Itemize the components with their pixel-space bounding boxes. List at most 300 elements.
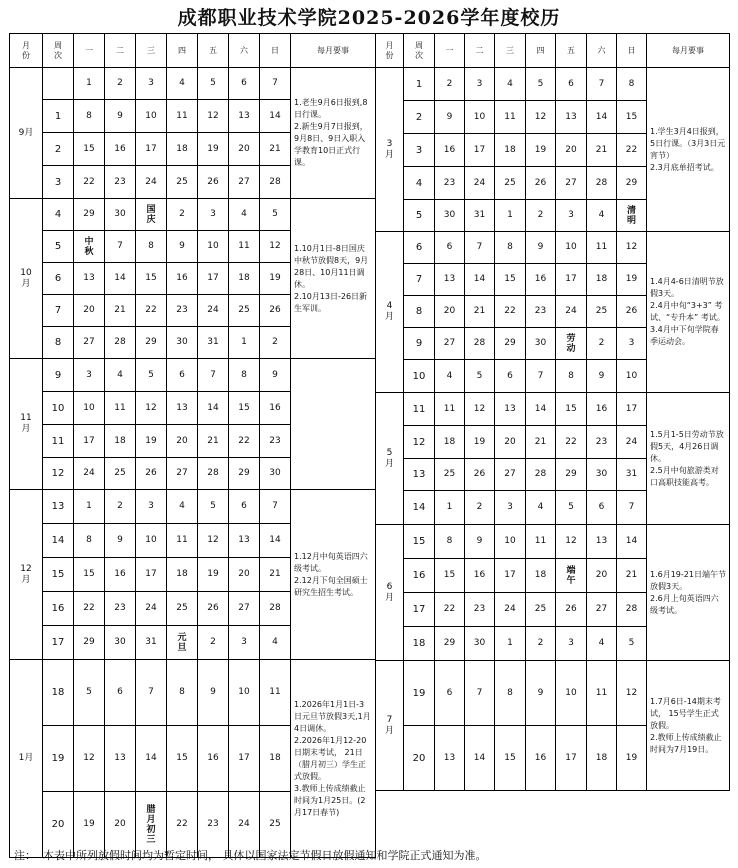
- week-number: 12: [43, 458, 74, 490]
- date-cell: 4: [167, 490, 198, 524]
- month-label: 5 月: [376, 393, 404, 525]
- date-cell: 23: [465, 593, 495, 627]
- weekday-header: 三: [136, 34, 167, 68]
- date-cell: 7: [136, 660, 167, 726]
- date-cell: 17: [198, 263, 229, 295]
- date-cell: 26: [617, 296, 647, 328]
- date-cell: 15: [167, 726, 198, 792]
- date-cell: 11: [435, 393, 465, 426]
- date-cell: 8: [556, 360, 587, 393]
- week-number: 1: [404, 68, 435, 101]
- date-cell: 30: [105, 626, 136, 660]
- month-notes: 1.6月19-21日端午节放假3天。 2.6月上旬英语四六级考试。: [647, 525, 730, 661]
- week-number: 19: [404, 661, 435, 726]
- date-cell: 13: [229, 524, 260, 558]
- date-cell: 28: [105, 327, 136, 359]
- week-number: 14: [404, 491, 435, 525]
- week-number: 16: [404, 559, 435, 593]
- date-cell: 12: [617, 232, 647, 264]
- date-cell: 22: [556, 426, 587, 459]
- date-cell: 27: [167, 458, 198, 490]
- date-cell: 18: [167, 133, 198, 166]
- date-cell: 3: [465, 68, 495, 101]
- date-cell: 21: [587, 134, 617, 167]
- date-cell: 7: [260, 68, 291, 100]
- date-cell: 31: [465, 200, 495, 232]
- date-cell: 6: [587, 491, 617, 525]
- date-cell: 13: [229, 100, 260, 133]
- week-row: [376, 525, 730, 559]
- date-cell: 5: [136, 359, 167, 392]
- date-cell: 3: [74, 359, 105, 392]
- date-cell: 10: [465, 101, 495, 134]
- date-cell: 4: [526, 491, 556, 525]
- date-cell: 29: [617, 167, 647, 200]
- date-cell: 10: [136, 100, 167, 133]
- week-header: 周 次: [404, 34, 435, 68]
- date-cell: 3: [198, 199, 229, 231]
- month-notes: [291, 359, 376, 490]
- date-cell: 25: [167, 592, 198, 626]
- weekday-header: 一: [74, 34, 105, 68]
- date-cell: 6: [229, 68, 260, 100]
- date-cell: 14: [105, 263, 136, 295]
- date-cell: 8: [617, 68, 647, 101]
- date-cell: 24: [617, 426, 647, 459]
- weekday-header: 日: [617, 34, 647, 68]
- week-number: 10: [43, 392, 74, 425]
- week-number: 2: [404, 101, 435, 134]
- week-number: 9: [43, 359, 74, 392]
- date-cell: 5: [198, 68, 229, 100]
- date-cell: 15: [229, 392, 260, 425]
- date-cell: 8: [136, 231, 167, 263]
- date-cell: 30: [167, 327, 198, 359]
- weekday-header: 六: [229, 34, 260, 68]
- date-cell: 7: [198, 359, 229, 392]
- date-cell: 28: [198, 458, 229, 490]
- date-cell: 21: [198, 425, 229, 458]
- date-cell: 6: [556, 68, 587, 101]
- date-cell: 11: [167, 100, 198, 133]
- week-number: 3: [404, 134, 435, 167]
- date-cell: 20: [167, 425, 198, 458]
- date-cell: 13: [74, 263, 105, 295]
- notes-header: 每月要事: [647, 34, 730, 68]
- week-number: 4: [43, 199, 74, 231]
- date-cell: 29: [136, 327, 167, 359]
- date-cell: 6: [435, 661, 465, 726]
- date-cell: 19: [74, 792, 105, 858]
- date-cell: 12: [617, 661, 647, 726]
- date-cell: 15: [74, 133, 105, 166]
- calendar-table-right: [375, 33, 730, 791]
- date-cell: 15: [556, 393, 587, 426]
- date-cell: 22: [74, 592, 105, 626]
- date-cell: 29: [556, 459, 587, 491]
- week-number: 2: [43, 133, 74, 166]
- month-header: 月 份: [10, 34, 43, 68]
- date-cell: 19: [617, 264, 647, 296]
- date-cell: 24: [74, 458, 105, 490]
- date-cell: 4: [105, 359, 136, 392]
- date-cell: 2: [260, 327, 291, 359]
- date-cell: 12: [74, 726, 105, 792]
- week-number: 18: [404, 627, 435, 661]
- date-cell: 26: [136, 458, 167, 490]
- week-number: 15: [404, 525, 435, 559]
- week-number: 16: [43, 592, 74, 626]
- date-cell: 26: [526, 167, 556, 200]
- date-cell: 25: [167, 166, 198, 199]
- date-cell: 25: [495, 167, 526, 200]
- month-notes: 1.老生9月6日报到,8日行课。 2.新生9月7日报到，9月8日、9日入职入学教育10日正式行课。: [291, 68, 376, 199]
- month-label: 12 月: [10, 490, 43, 660]
- date-cell: 12: [465, 393, 495, 426]
- date-cell: 13: [556, 101, 587, 134]
- month-notes: 1.12月中旬英语四六级考试。 2.12月下旬全国硕士研究生招生考试。: [291, 490, 376, 660]
- date-cell: 17: [556, 726, 587, 791]
- date-cell: 24: [495, 593, 526, 627]
- date-cell: 4: [495, 68, 526, 101]
- date-cell: 31: [136, 626, 167, 660]
- week-row: [10, 68, 376, 100]
- date-cell: 25: [105, 458, 136, 490]
- date-cell: 18: [526, 559, 556, 593]
- date-cell: 7: [465, 232, 495, 264]
- date-cell: 30: [465, 627, 495, 661]
- week-number: 11: [43, 425, 74, 458]
- date-cell: 16: [465, 559, 495, 593]
- date-cell: 13: [167, 392, 198, 425]
- date-cell: 16: [260, 392, 291, 425]
- date-cell: 18: [495, 134, 526, 167]
- date-cell: 15: [495, 726, 526, 791]
- date-cell: 29: [229, 458, 260, 490]
- date-cell: 7: [105, 231, 136, 263]
- date-cell: 2: [465, 491, 495, 525]
- week-number: 10: [404, 360, 435, 393]
- date-cell: 8: [495, 661, 526, 726]
- month-header: 月 份: [376, 34, 404, 68]
- week-number: [43, 68, 74, 100]
- holiday-cell: 元 旦: [167, 626, 198, 660]
- date-cell: 4: [435, 360, 465, 393]
- date-cell: 28: [617, 593, 647, 627]
- date-cell: 10: [556, 232, 587, 264]
- date-cell: 27: [229, 592, 260, 626]
- date-cell: 16: [526, 726, 556, 791]
- date-cell: 7: [526, 360, 556, 393]
- date-cell: 20: [74, 295, 105, 327]
- date-cell: 22: [229, 425, 260, 458]
- date-cell: 28: [465, 328, 495, 360]
- date-cell: 24: [136, 592, 167, 626]
- date-cell: 26: [556, 593, 587, 627]
- date-cell: 19: [198, 558, 229, 592]
- date-cell: 10: [229, 660, 260, 726]
- footnote: 注： 本表中所列放假时间均为暂定时间， 具体以国家法定节假日放假通知和学院正式通知为准。: [14, 849, 487, 862]
- date-cell: 28: [260, 166, 291, 199]
- week-row: [376, 393, 730, 426]
- date-cell: 21: [526, 426, 556, 459]
- date-cell: 13: [587, 525, 617, 559]
- date-cell: 8: [167, 660, 198, 726]
- date-cell: 21: [465, 296, 495, 328]
- date-cell: 5: [617, 627, 647, 661]
- date-cell: 12: [198, 524, 229, 558]
- date-cell: 14: [587, 101, 617, 134]
- month-notes: 1.2026年1月1日-3日元旦节放假3天,1月4日调休。 2.2026年1月12-20日期末考试， 21日（腊月初三）学生正式放假。 3.教师上传成绩截止时间为1月25日。(2月17日春节): [291, 660, 376, 858]
- date-cell: 20: [556, 134, 587, 167]
- date-cell: 16: [435, 134, 465, 167]
- date-cell: 11: [587, 661, 617, 726]
- date-cell: 9: [260, 359, 291, 392]
- date-cell: 14: [198, 392, 229, 425]
- date-cell: 1: [229, 327, 260, 359]
- date-cell: 2: [198, 626, 229, 660]
- week-row: [10, 359, 376, 392]
- date-cell: 15: [495, 264, 526, 296]
- date-cell: 4: [229, 199, 260, 231]
- date-cell: 18: [167, 558, 198, 592]
- holiday-cell: 端 午: [556, 559, 587, 593]
- holiday-cell: 清 明: [617, 200, 647, 232]
- date-cell: 19: [136, 425, 167, 458]
- date-cell: 21: [105, 295, 136, 327]
- date-cell: 24: [465, 167, 495, 200]
- date-cell: 16: [167, 263, 198, 295]
- date-cell: 29: [74, 626, 105, 660]
- date-cell: 27: [229, 166, 260, 199]
- date-cell: 4: [167, 68, 198, 100]
- date-cell: 9: [167, 231, 198, 263]
- date-cell: 26: [465, 459, 495, 491]
- date-cell: 25: [229, 295, 260, 327]
- date-cell: 23: [526, 296, 556, 328]
- date-cell: 12: [260, 231, 291, 263]
- holiday-cell: 腊 月 初 三: [136, 792, 167, 858]
- date-cell: 23: [105, 592, 136, 626]
- week-number: 7: [43, 295, 74, 327]
- date-cell: 22: [167, 792, 198, 858]
- date-cell: 20: [495, 426, 526, 459]
- weekday-header: 五: [198, 34, 229, 68]
- week-row: [376, 68, 730, 101]
- date-cell: 8: [229, 359, 260, 392]
- date-cell: 23: [105, 166, 136, 199]
- week-number: 19: [43, 726, 74, 792]
- date-cell: 9: [587, 360, 617, 393]
- date-cell: 24: [136, 166, 167, 199]
- date-cell: 3: [136, 490, 167, 524]
- holiday-cell: 劳 动: [556, 328, 587, 360]
- date-cell: 4: [587, 627, 617, 661]
- date-cell: 22: [136, 295, 167, 327]
- month-notes: 1.4月4-6日清明节放假3天。 2.4月中旬“3+3” 考试、“专升本” 考试。 3.4月中下旬学院春季运动会。: [647, 232, 730, 393]
- week-number: 9: [404, 328, 435, 360]
- date-cell: 20: [105, 792, 136, 858]
- notes-header: 每月要事: [291, 34, 376, 68]
- date-cell: 22: [495, 296, 526, 328]
- date-cell: 22: [435, 593, 465, 627]
- date-cell: 24: [198, 295, 229, 327]
- date-cell: 17: [229, 726, 260, 792]
- date-cell: 6: [105, 660, 136, 726]
- date-cell: 3: [617, 328, 647, 360]
- date-cell: 12: [556, 525, 587, 559]
- date-cell: 2: [526, 627, 556, 661]
- weekday-header: 六: [587, 34, 617, 68]
- date-cell: 1: [74, 490, 105, 524]
- date-cell: 16: [587, 393, 617, 426]
- date-cell: 27: [74, 327, 105, 359]
- date-cell: 29: [74, 199, 105, 231]
- week-number: 1: [43, 100, 74, 133]
- header-row: [376, 34, 730, 68]
- date-cell: 24: [229, 792, 260, 858]
- date-cell: 20: [229, 133, 260, 166]
- date-cell: 9: [435, 101, 465, 134]
- date-cell: 9: [526, 661, 556, 726]
- week-number: 13: [43, 490, 74, 524]
- date-cell: 25: [435, 459, 465, 491]
- date-cell: 11: [229, 231, 260, 263]
- date-cell: 17: [495, 559, 526, 593]
- date-cell: 15: [617, 101, 647, 134]
- week-number: 18: [43, 660, 74, 726]
- date-cell: 19: [260, 263, 291, 295]
- date-cell: 26: [260, 295, 291, 327]
- date-cell: 8: [495, 232, 526, 264]
- date-cell: 16: [105, 558, 136, 592]
- date-cell: 9: [526, 232, 556, 264]
- date-cell: 5: [198, 490, 229, 524]
- date-cell: 9: [105, 524, 136, 558]
- weekday-header: 一: [435, 34, 465, 68]
- date-cell: 1: [495, 627, 526, 661]
- month-notes: 1.10月1日-8日国庆中秋节放假8天，9月28日、10月11日调休。 2.10月13日-26日新生军训。: [291, 199, 376, 359]
- date-cell: 14: [526, 393, 556, 426]
- week-number: 20: [43, 792, 74, 858]
- weekday-header: 五: [556, 34, 587, 68]
- month-label: 4 月: [376, 232, 404, 393]
- date-cell: 15: [435, 559, 465, 593]
- date-cell: 27: [587, 593, 617, 627]
- date-cell: 9: [198, 660, 229, 726]
- month-label: 1月: [10, 660, 43, 858]
- date-cell: 28: [260, 592, 291, 626]
- week-number: 8: [43, 327, 74, 359]
- date-cell: 14: [465, 264, 495, 296]
- month-label: 9月: [10, 68, 43, 199]
- date-cell: 17: [74, 425, 105, 458]
- date-cell: 23: [167, 295, 198, 327]
- weekday-header: 三: [495, 34, 526, 68]
- date-cell: 10: [136, 524, 167, 558]
- date-cell: 11: [495, 101, 526, 134]
- date-cell: 26: [198, 592, 229, 626]
- date-cell: 14: [465, 726, 495, 791]
- calendar-table-left: [9, 33, 376, 858]
- date-cell: 29: [495, 328, 526, 360]
- date-cell: 20: [229, 558, 260, 592]
- week-number: 12: [404, 426, 435, 459]
- date-cell: 13: [105, 726, 136, 792]
- month-label: 11 月: [10, 359, 43, 490]
- date-cell: 6: [167, 359, 198, 392]
- date-cell: 8: [74, 524, 105, 558]
- date-cell: 5: [260, 199, 291, 231]
- weekday-header: 四: [167, 34, 198, 68]
- month-label: 7 月: [376, 661, 404, 791]
- date-cell: 11: [167, 524, 198, 558]
- week-number: 6: [43, 263, 74, 295]
- date-cell: 7: [587, 68, 617, 101]
- date-cell: 3: [136, 68, 167, 100]
- week-number: 8: [404, 296, 435, 328]
- date-cell: 19: [526, 134, 556, 167]
- page-title: 成都职业技术学院2025-2026学年度校历: [177, 7, 561, 29]
- date-cell: 1: [74, 68, 105, 100]
- week-number: 6: [404, 232, 435, 264]
- date-cell: 2: [435, 68, 465, 101]
- date-cell: 23: [587, 426, 617, 459]
- weekday-header: 二: [465, 34, 495, 68]
- date-cell: 27: [556, 167, 587, 200]
- date-cell: 11: [260, 660, 291, 726]
- date-cell: 2: [526, 200, 556, 232]
- date-cell: 11: [526, 525, 556, 559]
- date-cell: 6: [435, 232, 465, 264]
- month-notes: 1.5月1-5日劳动节放假5天，4月26日调休。 2.5月中旬旅游类对口高职技能高考。: [647, 393, 730, 525]
- week-number: 14: [43, 524, 74, 558]
- weekday-header: 二: [105, 34, 136, 68]
- date-cell: 18: [587, 726, 617, 791]
- date-cell: 22: [74, 166, 105, 199]
- date-cell: 18: [105, 425, 136, 458]
- date-cell: 2: [587, 328, 617, 360]
- date-cell: 21: [260, 133, 291, 166]
- date-cell: 18: [435, 426, 465, 459]
- date-cell: 16: [105, 133, 136, 166]
- date-cell: 30: [435, 200, 465, 232]
- holiday-cell: 中 秋: [74, 231, 105, 263]
- week-row: [376, 232, 730, 264]
- week-number: 17: [404, 593, 435, 627]
- date-cell: 31: [617, 459, 647, 491]
- month-label: 3 月: [376, 68, 404, 232]
- week-number: 17: [43, 626, 74, 660]
- date-cell: 23: [198, 792, 229, 858]
- date-cell: 7: [260, 490, 291, 524]
- date-cell: 10: [556, 661, 587, 726]
- date-cell: 30: [526, 328, 556, 360]
- date-cell: 21: [617, 559, 647, 593]
- date-cell: 31: [198, 327, 229, 359]
- weekday-header: 日: [260, 34, 291, 68]
- date-cell: 1: [495, 200, 526, 232]
- date-cell: 16: [526, 264, 556, 296]
- date-cell: 18: [260, 726, 291, 792]
- holiday-cell: 国 庆: [136, 199, 167, 231]
- date-cell: 1: [435, 491, 465, 525]
- date-cell: 18: [587, 264, 617, 296]
- date-cell: 20: [587, 559, 617, 593]
- date-cell: 20: [435, 296, 465, 328]
- week-number: 3: [43, 166, 74, 199]
- date-cell: 11: [587, 232, 617, 264]
